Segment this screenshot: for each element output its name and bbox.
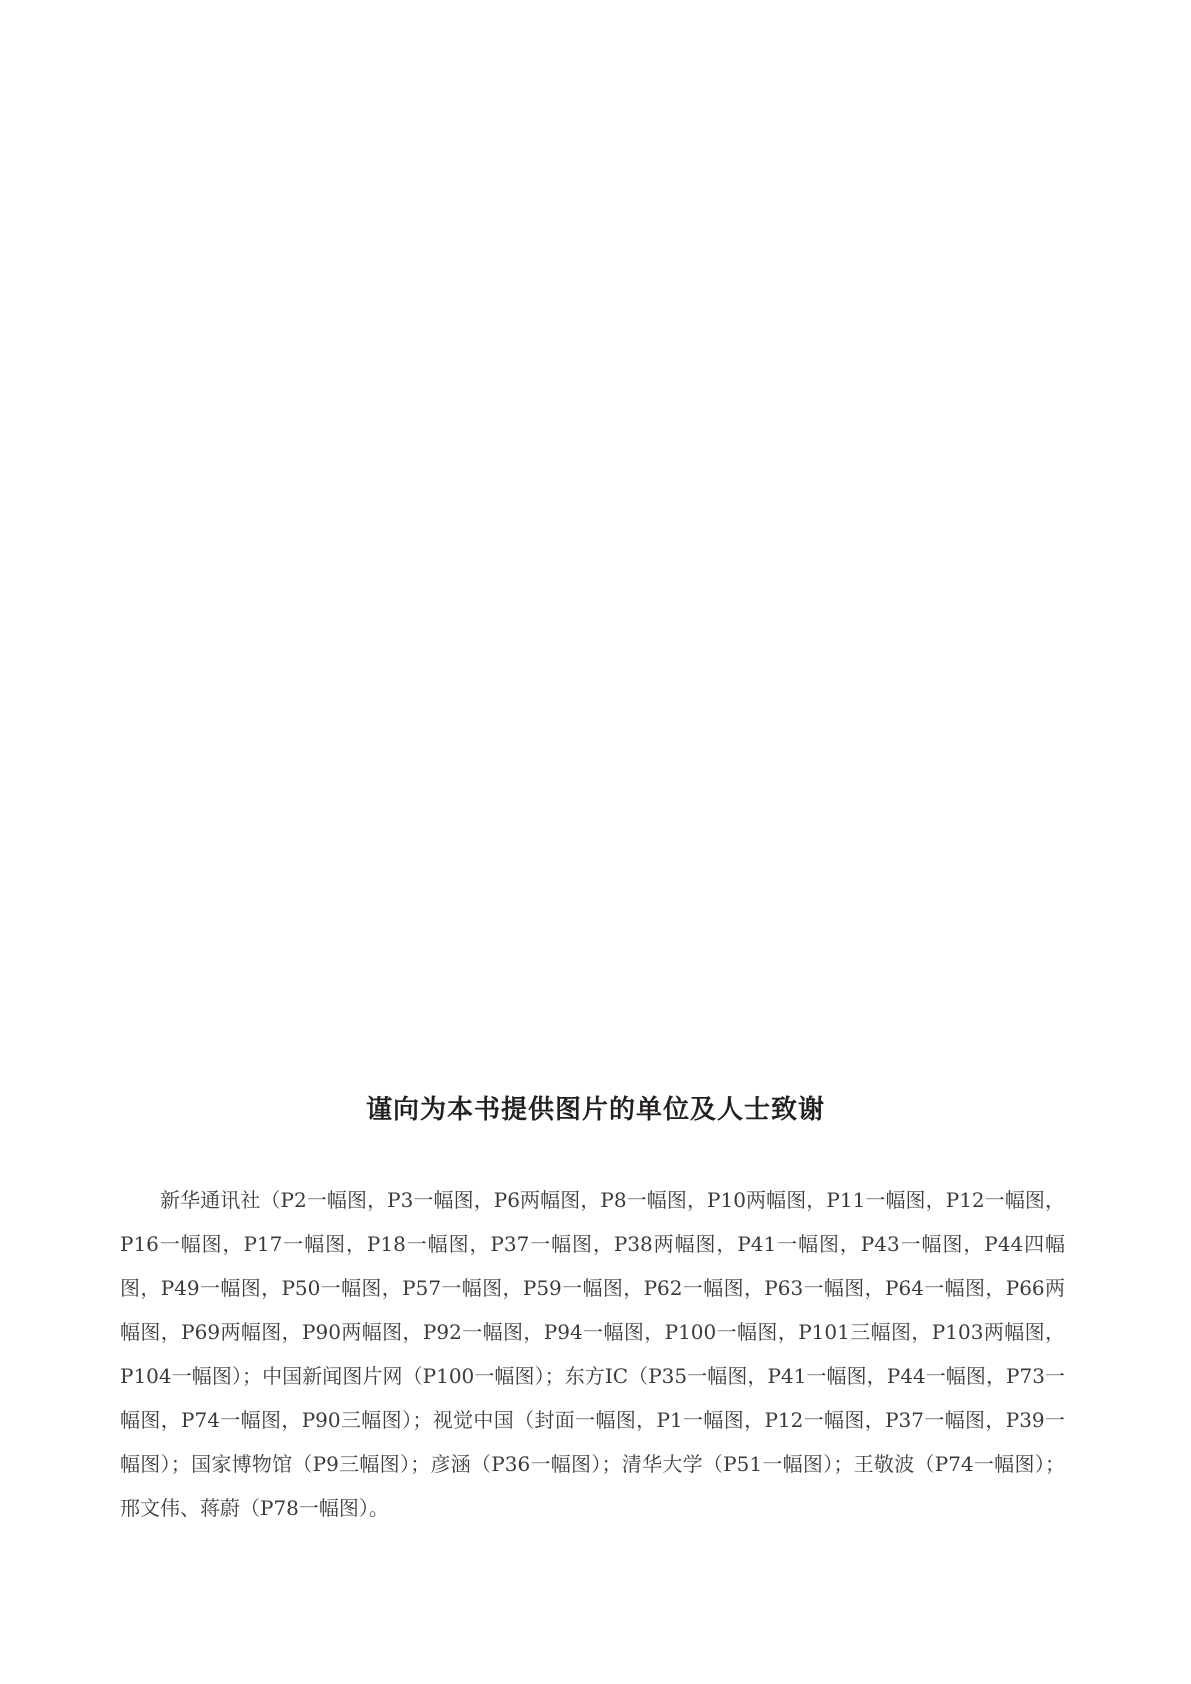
acknowledgement-paragraph: 新华通讯社（P2一幅图，P3一幅图，P6两幅图，P8一幅图，P10两幅图，P11一幅图，P12一幅图，P16一幅图，P17一幅图，P18一幅图，P37一幅图，P38两幅图，P41一幅图，P43一幅图，P44四幅图，P49一幅图，P50一幅图，P57一幅图，P59一幅图，P62一幅图，P63一幅图，P64一幅图，P66两幅图，P69两幅图，P90两幅图，P92一幅图，P94一幅图，P100一幅图，P101三幅图，P103两幅图，P104一幅图）；中国新闻图片网（P100一幅图）；东方IC（P35一幅图，P41一幅图，P44一幅图，P73一幅图，P74一幅图，P90三幅图）；视觉中国（封面一幅图，P1一幅图，P12一幅图，P37一幅图，P39一幅图）；国家博物馆（P9三幅图）；彦涵（P36一幅图）；清华大学（P51一幅图）；王敬波（P74一幅图）；邢文伟、蒋蔚（P78一幅图）。 — [120, 1188, 1065, 1520]
acknowledgement-title: 谨向为本书提供图片的单位及人士致谢 — [365, 1095, 825, 1125]
